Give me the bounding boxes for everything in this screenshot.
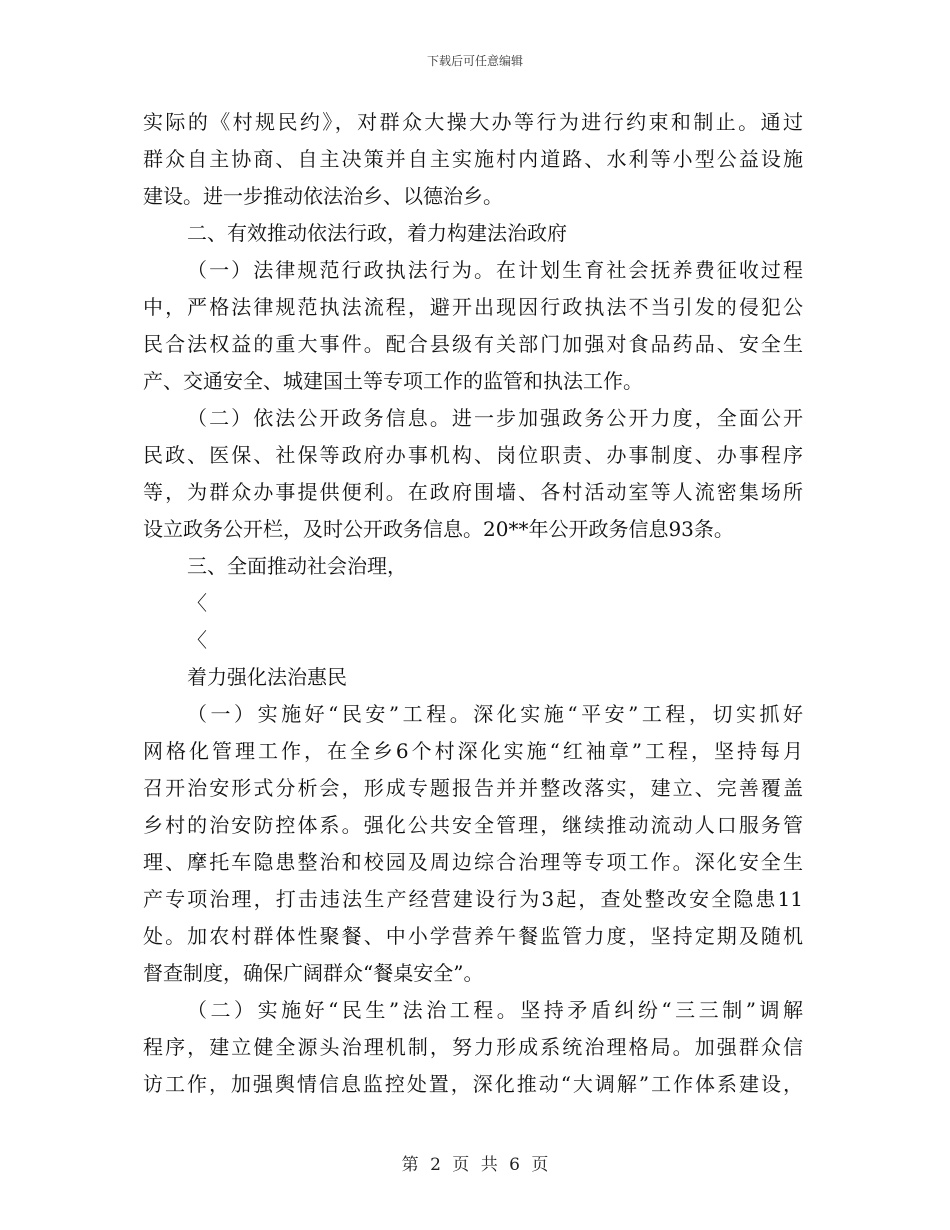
text-line: 〈 [187, 628, 207, 652]
text-line: 设立政务公开栏，及时公开政务信息。20**年公开政务信息93条。 [143, 517, 734, 541]
text-line: 理、摩托车隐患整治和校园及周边综合治理等专项工作。深化安全生 [143, 850, 803, 874]
text-line: 民政、医保、社保等政府办事机构、岗位职责、办事制度、办事程序 [143, 443, 803, 467]
document-body [143, 104, 803, 1103]
text-line: 网格化管理工作，在全乡6个村深化实施“红袖章”工程，坚持每月 [143, 739, 803, 763]
text-line: 访工作，加强舆情信息监控处置，深化推动“大调解”工作体系建设， [143, 1072, 803, 1096]
text-line: （一）法律规范行政执法行为。在计划生育社会抚养费征收过程 [187, 258, 803, 282]
text-line: （二）依法公开政务信息。进一步加强政务公开力度，全面公开 [187, 406, 803, 430]
text-line: 召开治安形式分析会，形成专题报告并并整改落实，建立、完善覆盖 [143, 776, 803, 800]
text-line: 产专项治理，打击违法生产经营建设行为3起，查处整改安全隐患11 [143, 887, 803, 911]
text-line: 群众自主协商、自主决策并自主实施村内道路、水利等小型公益设施 [143, 147, 803, 171]
text-line: 督查制度，确保广阔群众“餐桌安全”。 [143, 961, 484, 985]
text-line: 民合法权益的重大事件。配合县级有关部门加强对食品药品、安全生 [143, 332, 803, 356]
text-line: 中，严格法律规范执法流程，避开出现因行政执法不当引发的侵犯公 [143, 295, 803, 319]
text-line: 程序，建立健全源头治理机制，努力形成系统治理格局。加强群众信 [143, 1035, 803, 1059]
page-header: 下载后可任意编辑 [426, 54, 523, 68]
text-line: （一）实施好“民安”工程。深化实施“平安”工程，切实抓好 [187, 702, 803, 726]
text-line: 三、全面推动社会治理， [187, 554, 407, 578]
text-line: 着力强化法治惠民 [187, 665, 347, 689]
text-line: 实际的《村规民约》，对群众大操大办等行为进行约束和制止。通过 [143, 110, 803, 134]
text-line: 等，为群众办事提供便利。在政府围墙、各村活动室等人流密集场所 [143, 480, 803, 504]
text-line: 处。加农村群体性聚餐、中小学营养午餐监管力度，坚持定期及随机 [143, 924, 803, 948]
text-line: 建设。进一步推动依法治乡、以德治乡。 [143, 184, 503, 208]
text-line: 二、有效推动依法行政，着力构建法治政府 [187, 221, 567, 245]
page-footer: 第 2 页 共 6 页 [401, 1155, 549, 1175]
text-line: 产、交通安全、城建国土等专项工作的监管和执法工作。 [143, 369, 643, 393]
text-line: （二）实施好“民生”法治工程。坚持矛盾纠纷“三三制”调解 [187, 998, 803, 1022]
text-line: 〈 [187, 591, 207, 615]
text-line: 乡村的治安防控体系。强化公共安全管理，继续推动流动人口服务管 [143, 813, 803, 837]
